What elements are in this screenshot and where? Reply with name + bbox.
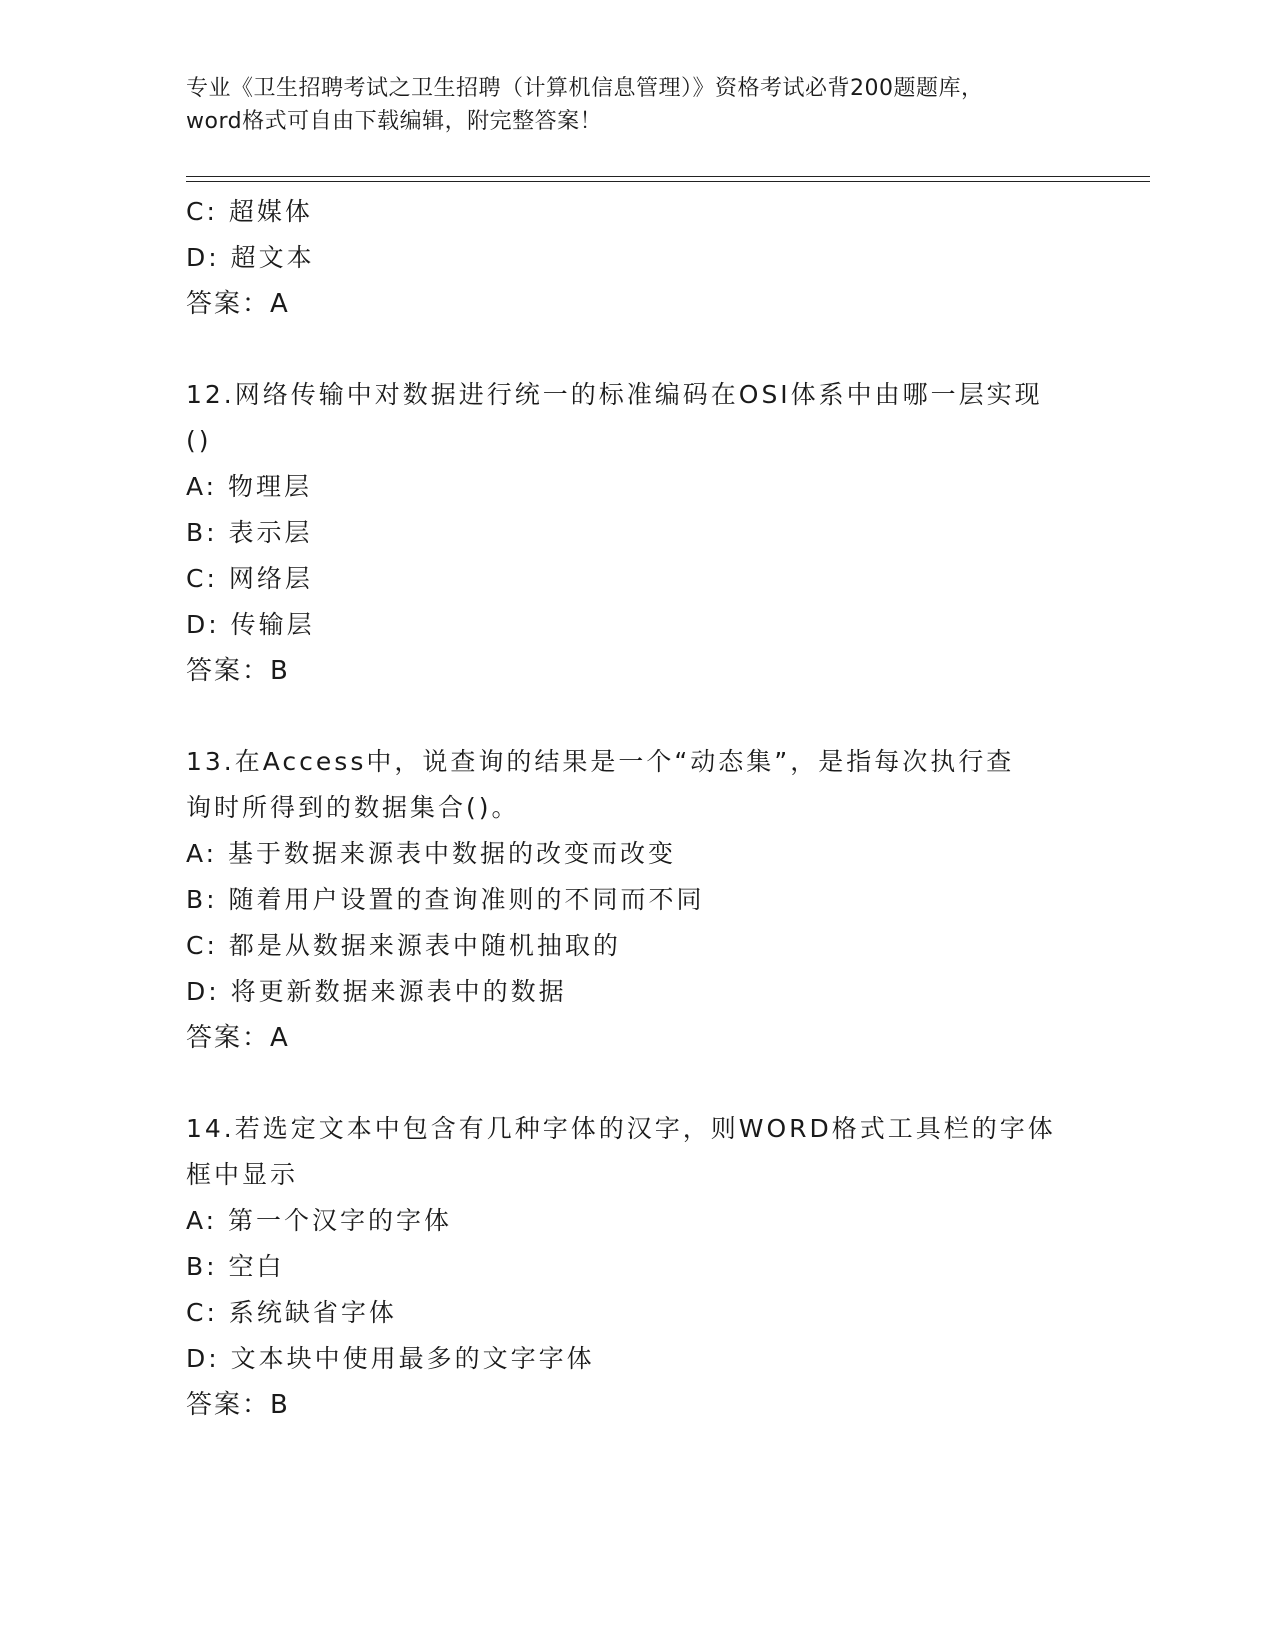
question-block-14 xyxy=(186,1106,1086,1428)
option-b: B: 空白 xyxy=(186,1252,285,1281)
option-a: A: 第一个汉字的字体 xyxy=(186,1206,453,1235)
answer-line: 答案：A xyxy=(186,289,290,319)
option-d: D: 将更新数据来源表中的数据 xyxy=(186,977,567,1006)
question-block-12 xyxy=(186,372,1086,694)
option-d: D: 文本块中使用最多的文字字体 xyxy=(186,1344,595,1373)
document-body xyxy=(186,189,1086,1428)
answer-line: 答案：A xyxy=(186,1023,290,1053)
header-line-1: 专业《卫生招聘考试之卫生招聘（计算机信息管理）》资格考试必背200题题库， xyxy=(186,76,984,101)
option-c: C: 超媒体 xyxy=(186,197,313,226)
option-d: D: 传输层 xyxy=(186,610,315,639)
option-c: C: 系统缺省字体 xyxy=(186,1298,397,1327)
question-text-cont: 框中显示 xyxy=(186,1160,299,1189)
page-header xyxy=(186,72,1086,138)
option-a: A: 物理层 xyxy=(186,472,313,501)
option-d: D: 超文本 xyxy=(186,243,315,272)
header-line-2: word格式可自由下载编辑，附完整答案！ xyxy=(186,109,603,134)
answer-line: 答案：B xyxy=(186,656,290,686)
option-c: C: 网络层 xyxy=(186,564,313,593)
answer-line: 答案：B xyxy=(186,1390,290,1420)
question-block-13 xyxy=(186,739,1086,1061)
question-text: 12.网络传输中对数据进行统一的标准编码在OSI体系中由哪一层实现 xyxy=(186,380,1043,409)
option-a: A: 基于数据来源表中数据的改变而改变 xyxy=(186,839,677,868)
question-block-11 xyxy=(186,189,1086,327)
option-b: B: 表示层 xyxy=(186,518,313,547)
option-b: B: 随着用户设置的查询准则的不同而不同 xyxy=(186,885,705,914)
option-c: C: 都是从数据来源表中随机抽取的 xyxy=(186,931,621,960)
header-divider xyxy=(186,176,1150,182)
question-text-cont: () xyxy=(186,426,212,455)
question-text: 14.若选定文本中包含有几种字体的汉字，则WORD格式工具栏的字体 xyxy=(186,1114,1056,1143)
question-text-cont: 询时所得到的数据集合()。 xyxy=(186,793,520,822)
question-text: 13.在Access中，说查询的结果是一个“动态集”，是指每次执行查 xyxy=(186,747,1015,776)
